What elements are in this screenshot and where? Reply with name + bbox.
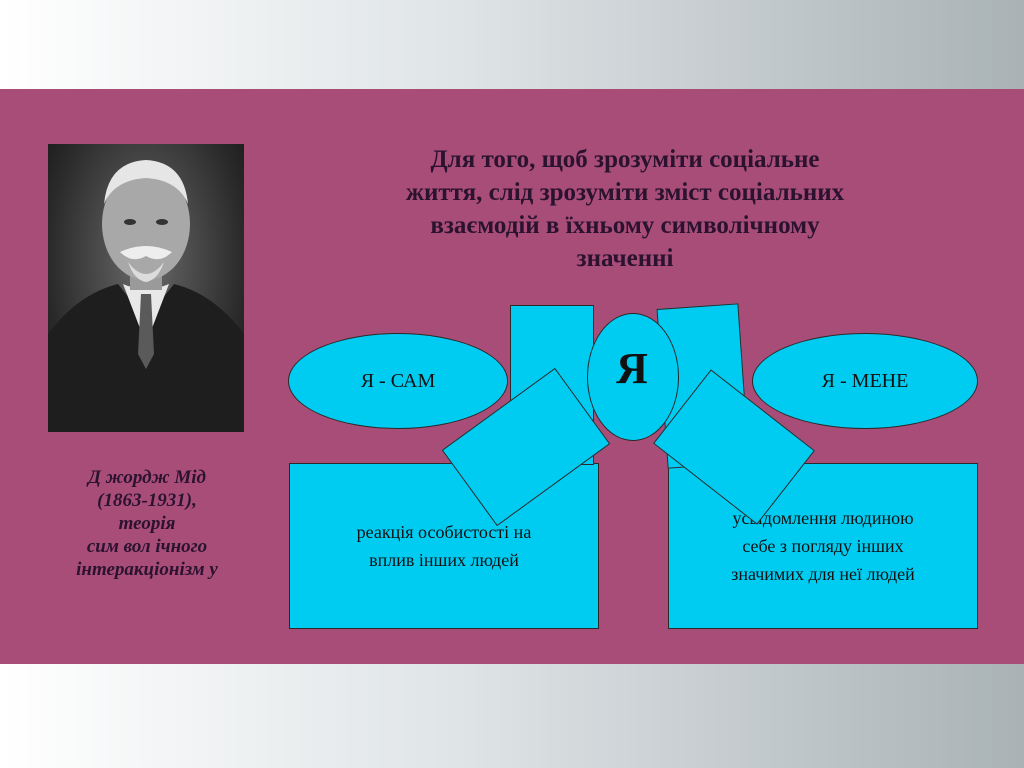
ya-mene-ellipse bbox=[752, 333, 978, 429]
portrait-caption bbox=[40, 466, 254, 581]
left-box-line: реакція особистості на bbox=[356, 522, 532, 542]
caption-line: сим вол ічного bbox=[86, 536, 208, 557]
title-line: життя, слід зрозуміти зміст соціальних bbox=[405, 179, 845, 206]
portrait-photo-icon bbox=[48, 144, 244, 432]
ya-sam-ellipse bbox=[288, 333, 508, 429]
caption-line: інтеракціонізм у bbox=[76, 559, 218, 580]
top-band bbox=[0, 0, 1024, 89]
right-box-line: значимих для неї людей bbox=[731, 564, 915, 584]
ya-mene-label: Я - МЕНЕ bbox=[821, 369, 909, 392]
bottom-band bbox=[0, 664, 1024, 768]
caption-line: теорія bbox=[118, 513, 176, 534]
caption-line: Д жордж Мід bbox=[88, 467, 206, 488]
title-line: Для того, щоб зрозуміти соціальне bbox=[430, 146, 820, 173]
portrait-svg bbox=[48, 144, 244, 432]
left-description-box bbox=[289, 463, 599, 629]
title-line: значенні bbox=[576, 245, 674, 272]
center-ya-label: Я bbox=[616, 344, 648, 393]
left-box-line: вплив інших людей bbox=[369, 550, 519, 570]
right-box-line: себе з погляду інших bbox=[742, 536, 904, 556]
ya-sam-label: Я - САМ bbox=[360, 369, 436, 392]
caption-line: (1863-1931), bbox=[97, 490, 197, 511]
right-box-line: усвідомлення людиною bbox=[732, 508, 914, 528]
slide-title bbox=[300, 143, 950, 275]
title-line: взаємодій в їхньому символічному bbox=[430, 212, 820, 239]
